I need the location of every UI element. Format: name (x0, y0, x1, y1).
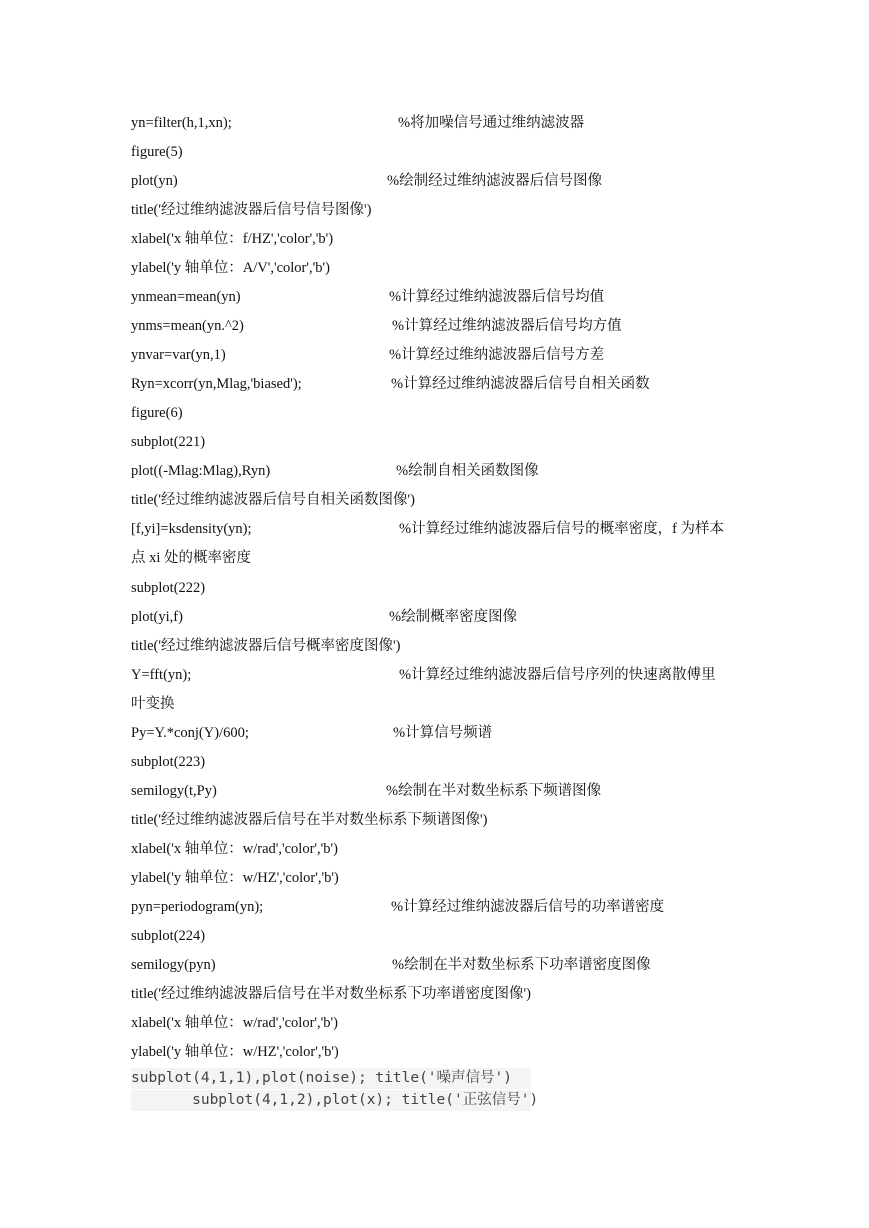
line-comment: %绘制自相关函数图像 (396, 463, 539, 479)
line-code: Py=Y.*conj(Y)/600; (131, 725, 249, 741)
line-comment: %计算经过维纳滤波器后信号的功率谱密度 (391, 899, 665, 915)
line-code: pyn=periodogram(yn); (131, 899, 264, 915)
line-comment: %计算经过维纳滤波器后信号方差 (389, 347, 605, 363)
code-line (131, 258, 330, 278)
code-line (131, 287, 605, 307)
code-line (131, 519, 725, 539)
code-line (131, 1013, 338, 1033)
line-code: yn=filter(h,1,xn); (131, 115, 232, 131)
line-code: Y=fft(yn); (131, 667, 192, 683)
code-line (131, 665, 716, 685)
line-code: ynvar=var(yn,1) (131, 347, 226, 363)
line-code: subplot(221) (131, 434, 206, 450)
code-line (131, 1042, 339, 1062)
line-code: xlabel('x 轴单位：w/rad','color','b') (131, 841, 338, 857)
line-code: title('经过维纳滤波器后信号自相关函数图像') (131, 492, 415, 508)
code-line (131, 810, 487, 830)
line-comment: %绘制概率密度图像 (389, 609, 518, 625)
line-comment: %计算经过维纳滤波器后信号自相关函数 (391, 376, 650, 392)
line-code: title('经过维纳滤波器后信号在半对数坐标系下功率谱密度图像') (131, 986, 531, 1002)
code-line (131, 229, 333, 249)
line-code: xlabel('x 轴单位：f/HZ','color','b') (131, 231, 334, 247)
line-code: subplot(224) (131, 928, 206, 944)
code-line (131, 578, 205, 598)
line-code: ynmean=mean(yn) (131, 289, 241, 305)
line-comment: %计算经过维纳滤波器后信号序列的快速离散傅里 (399, 667, 716, 683)
code-line (131, 171, 603, 191)
line-code: title('经过维纳滤波器后信号信号图像') (131, 202, 372, 218)
line-code: figure(5) (131, 144, 183, 160)
line-code: title('经过维纳滤波器后信号概率密度图像') (131, 638, 401, 654)
code-line (131, 113, 585, 133)
code-line (131, 926, 205, 946)
line-comment: %绘制在半对数坐标系下功率谱密度图像 (392, 957, 651, 973)
code-line (131, 200, 371, 220)
code-line (131, 723, 493, 743)
code-line (131, 897, 665, 917)
line-code: xlabel('x 轴单位：w/rad','color','b') (131, 1015, 338, 1031)
line-comment: %将加噪信号通过维纳滤波器 (398, 115, 585, 131)
code-block-line: subplot(4,1,1),plot(noise); title('噪声信号') (131, 1068, 531, 1089)
line-code: [f,yi]=ksdensity(yn); (131, 521, 252, 537)
code-line (131, 955, 651, 975)
code-line (131, 607, 518, 627)
line-code: subplot(223) (131, 754, 206, 770)
line-code: plot(yi,f) (131, 609, 183, 625)
line-code: subplot(222) (131, 580, 206, 596)
code-line (131, 374, 650, 394)
line-code: 叶变换 (131, 696, 175, 712)
code-line (131, 316, 622, 336)
line-code: ylabel('y 轴单位：w/HZ','color','b') (131, 870, 339, 886)
code-line (131, 461, 539, 481)
code-line (131, 868, 339, 888)
line-code: plot((-Mlag:Mlag),Ryn) (131, 463, 271, 479)
code-block-line: subplot(4,1,2),plot(x); title('正弦信号') (131, 1090, 531, 1111)
code-line (131, 142, 183, 162)
line-code: plot(yn) (131, 173, 178, 189)
code-line (131, 781, 602, 801)
line-comment: %绘制经过维纳滤波器后信号图像 (387, 173, 603, 189)
line-code: 点 xi 处的概率密度 (131, 550, 252, 566)
line-code: title('经过维纳滤波器后信号在半对数坐标系下频谱图像') (131, 812, 488, 828)
line-code: semilogy(pyn) (131, 957, 216, 973)
line-code: ynms=mean(yn.^2) (131, 318, 244, 334)
line-comment: %绘制在半对数坐标系下频谱图像 (386, 783, 602, 799)
code-line (131, 752, 205, 772)
code-line (131, 984, 531, 1004)
line-code: figure(6) (131, 405, 183, 421)
line-comment: %计算经过维纳滤波器后信号的概率密度，f 为样本 (399, 521, 725, 537)
line-comment: %计算信号频谱 (393, 725, 493, 741)
code-line (131, 839, 338, 859)
code-line (131, 345, 605, 365)
code-line (131, 432, 205, 452)
line-code: semilogy(t,Py) (131, 783, 217, 799)
line-code: ylabel('y 轴单位：A/V','color','b') (131, 260, 330, 276)
line-comment: %计算经过维纳滤波器后信号均值 (389, 289, 605, 305)
code-line (131, 636, 400, 656)
code-line (131, 490, 415, 510)
line-code: Ryn=xcorr(yn,Mlag,'biased'); (131, 376, 302, 392)
code-line (131, 403, 183, 423)
code-line (131, 694, 175, 714)
line-code: ylabel('y 轴单位：w/HZ','color','b') (131, 1044, 339, 1060)
line-comment: %计算经过维纳滤波器后信号均方值 (392, 318, 622, 334)
code-line (131, 548, 251, 568)
